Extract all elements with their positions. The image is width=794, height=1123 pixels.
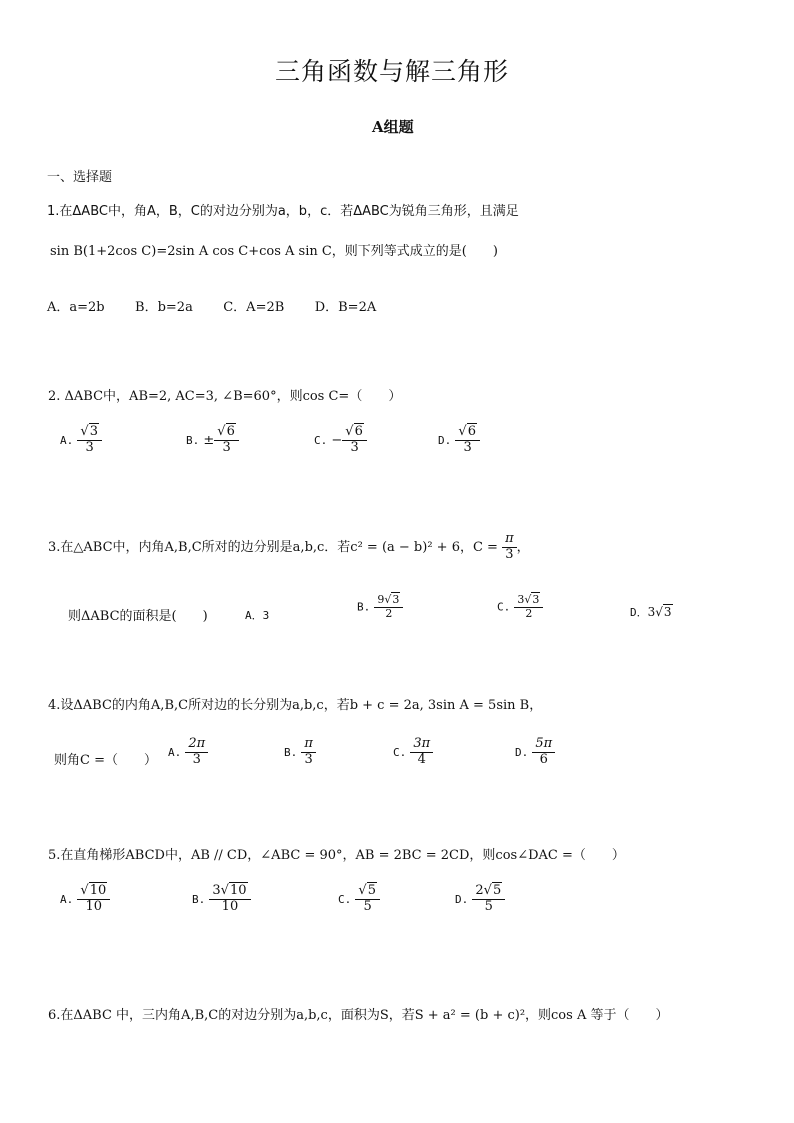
denominator: 3 bbox=[505, 546, 514, 562]
denominator: 3 bbox=[222, 439, 231, 455]
option-label: B. bbox=[192, 892, 206, 906]
q4-option-a[interactable] bbox=[168, 737, 208, 768]
numerator: 3π bbox=[410, 737, 433, 753]
stem-text-tail: ， bbox=[516, 539, 530, 555]
denominator: 3 bbox=[192, 751, 201, 767]
denominator: 10 bbox=[221, 898, 239, 914]
q3-option-c[interactable]: C. $\frac{3√3}{2}$ bbox=[497, 594, 543, 620]
option-label: B. bbox=[186, 433, 200, 447]
numerator: 2π bbox=[185, 737, 208, 753]
radicand: 6 bbox=[467, 424, 476, 439]
option-label: B. bbox=[284, 745, 298, 759]
q4-option-d[interactable] bbox=[515, 737, 555, 768]
q4-option-c[interactable] bbox=[393, 737, 433, 768]
radicand: 6 bbox=[226, 424, 235, 439]
q5-option-d[interactable]: D. $\frac{2√5}{5}$ bbox=[455, 884, 505, 915]
option-label: C. bbox=[497, 600, 511, 614]
question-1-line-2: sin B(1+2cos C)=2sin A cos C+cos A sin C，则下列等式成立的是( ) bbox=[50, 244, 498, 259]
q5-option-c[interactable]: C. $\frac{√5}{5}$ bbox=[338, 884, 380, 915]
radicand: 3 bbox=[392, 593, 400, 606]
coefficient: 3 bbox=[517, 593, 525, 606]
numerator: 5π bbox=[532, 737, 555, 753]
question-4-line-2: 则角C =（ ） bbox=[54, 753, 157, 768]
radicand: 3 bbox=[663, 605, 672, 619]
denominator: 3 bbox=[350, 439, 359, 455]
question-1-options bbox=[47, 296, 376, 315]
q2-option-c[interactable]: C. − $\frac{√6}{3}$ bbox=[314, 425, 367, 456]
sign: − bbox=[331, 432, 343, 448]
option-label: A. bbox=[60, 433, 74, 447]
sign: ± bbox=[203, 432, 215, 448]
q5-option-b[interactable]: B. $\frac{3√10}{10}$ bbox=[192, 884, 251, 915]
numerator: π bbox=[502, 532, 517, 548]
option-label: C. bbox=[393, 745, 407, 759]
radicand: 6 bbox=[354, 424, 363, 439]
denominator: 2 bbox=[385, 606, 393, 620]
page-title: 三角函数与解三角形 bbox=[275, 57, 510, 86]
denominator: 5 bbox=[484, 898, 493, 914]
denominator: 5 bbox=[363, 898, 372, 914]
section-heading: 一、选择题 bbox=[47, 170, 113, 185]
option-label: D. bbox=[515, 745, 529, 759]
option-label: B. bbox=[357, 600, 371, 614]
option-label: C. bbox=[314, 433, 328, 447]
q3-option-b[interactable]: B. $\frac{9√3}{2}$ bbox=[357, 594, 403, 620]
numerator: π bbox=[301, 737, 316, 753]
question-4-stem: 4.设ΔABC的内角A,B,C所对边的长分别为a,b,c，若b + c = 2a, 3sin A = 5sin B， bbox=[48, 698, 543, 713]
denominator: 2 bbox=[525, 606, 533, 620]
question-3-line-2: 则ΔABC的面积是( ) bbox=[68, 609, 208, 624]
question-6-stem: 6.在ΔABC 中，三内角A,B,C的对边分别为a,b,c，面积为S，若S + a² = (b + c)²，则cos A 等于（ ） bbox=[48, 1008, 669, 1023]
coefficient: 9 bbox=[377, 593, 385, 606]
option-label: D. bbox=[438, 433, 452, 447]
radicand: 3 bbox=[532, 593, 540, 606]
option-label: D. bbox=[455, 892, 469, 906]
option-label: A. bbox=[60, 892, 74, 906]
question-2-stem: 2. ΔABC中，AB=2, AC=3, ∠B=60°，则cos C=（ ） bbox=[48, 389, 402, 404]
denominator: 10 bbox=[85, 898, 103, 914]
option-label: A. bbox=[168, 745, 182, 759]
q1-option-b[interactable]: B．b=2a bbox=[135, 300, 193, 315]
radicand: 10 bbox=[229, 883, 247, 898]
denominator: 3 bbox=[85, 439, 94, 455]
q3-option-a[interactable]: A．3 bbox=[245, 609, 270, 622]
coefficient: 3 bbox=[647, 605, 656, 619]
coefficient: 2 bbox=[475, 883, 484, 898]
radicand: 5 bbox=[367, 883, 376, 898]
question-1-line-1: 1.在ΔABC中，角A，B，C的对边分别为a，b，c．若ΔABC为锐角三角形，且满足 bbox=[47, 204, 519, 219]
q5-option-a[interactable]: A. $\frac{√10}{10}$ bbox=[60, 884, 110, 915]
denominator: 3 bbox=[304, 751, 313, 767]
radicand: 5 bbox=[492, 883, 502, 898]
stem-text: 3.在△ABC中，内角A,B,C所对的边分别是a,b,c．若c² = (a − b)² + 6，C = bbox=[48, 539, 498, 555]
q1-option-a[interactable]: A．a=2b bbox=[47, 300, 105, 315]
option-label: D． bbox=[630, 606, 648, 619]
page-subtitle: A组题 bbox=[372, 118, 414, 136]
q1-option-d[interactable]: D．B=2A bbox=[314, 300, 377, 315]
radicand: 3 bbox=[89, 424, 98, 439]
q1-option-c[interactable]: C．A=2B bbox=[223, 300, 285, 315]
denominator: 3 bbox=[463, 439, 472, 455]
q2-option-d[interactable]: D. $\frac{√6}{3}$ bbox=[438, 425, 480, 456]
question-5-stem: 5.在直角梯形ABCD中，AB // CD，∠ABC = 90°，AB = 2BC = 2CD，则cos∠DAC =（ ） bbox=[48, 848, 625, 863]
coefficient: 3 bbox=[212, 883, 221, 898]
denominator: 6 bbox=[539, 751, 548, 767]
option-label: C. bbox=[338, 892, 352, 906]
question-3-stem bbox=[48, 532, 530, 563]
denominator: 4 bbox=[417, 751, 426, 767]
q2-option-b[interactable]: B. ± $\frac{√6}{3}$ bbox=[186, 425, 239, 456]
q3-option-d[interactable]: D．3√3 bbox=[630, 605, 672, 619]
radicand: 10 bbox=[89, 883, 107, 898]
q2-option-a[interactable]: A. $\frac{√3}{3}$ bbox=[60, 425, 102, 456]
q4-option-b[interactable] bbox=[284, 737, 316, 768]
